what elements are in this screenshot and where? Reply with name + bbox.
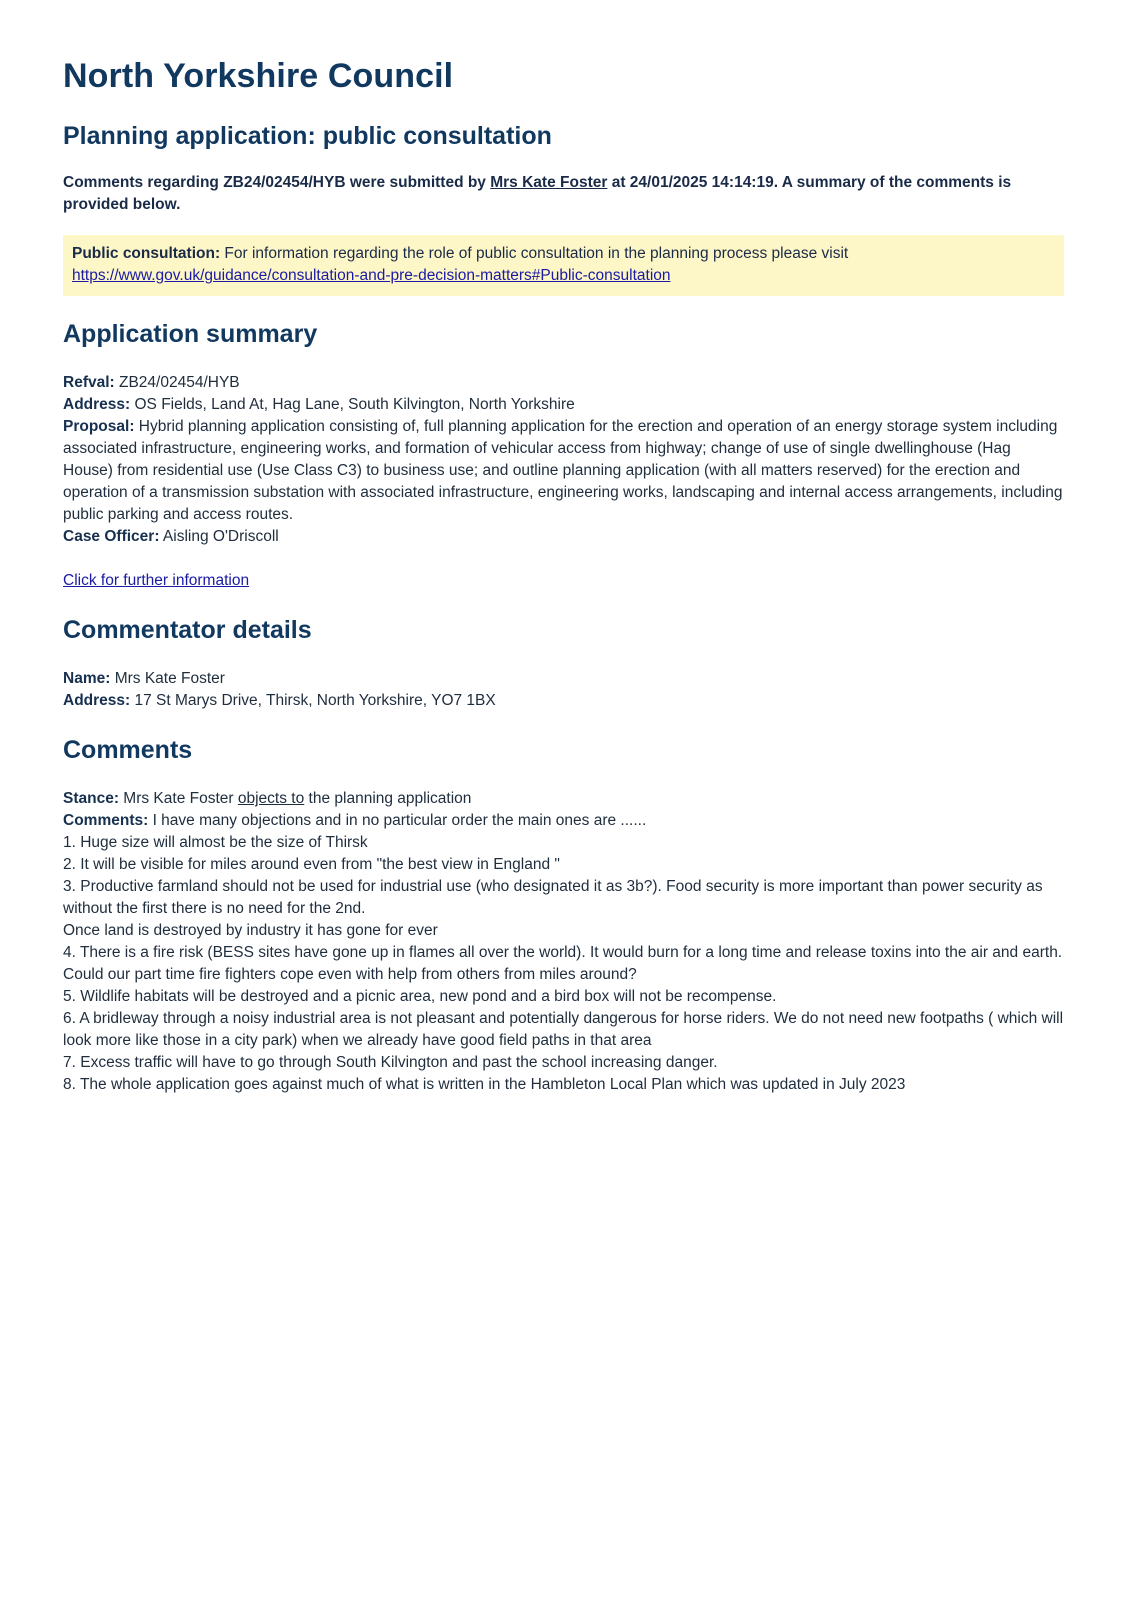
further-information-link[interactable]: Click for further information bbox=[63, 572, 250, 589]
notice-label: Public consultation: bbox=[72, 245, 221, 262]
address-label: Address: bbox=[63, 396, 131, 413]
commentator-address-value: 17 St Marys Drive, Thirsk, North Yorkshire, YO7 1BX bbox=[130, 692, 496, 709]
stance-suffix: the planning application bbox=[304, 790, 472, 807]
stance-prefix: Mrs Kate Foster bbox=[119, 790, 238, 807]
commentator-details bbox=[63, 668, 1064, 712]
refval-value: ZB24/02454/HYB bbox=[114, 374, 240, 391]
council-title: North Yorkshire Council bbox=[63, 57, 454, 95]
refval-row bbox=[63, 372, 1064, 394]
notice-text: For information regarding the role of public consultation in the planning process please visit bbox=[220, 245, 849, 262]
comment-line: 2. It will be visible for miles around even from "the best view in England " bbox=[63, 856, 560, 873]
comments-heading: Comments bbox=[63, 736, 193, 764]
public-consultation-notice bbox=[63, 235, 1064, 296]
intro-suffix: at 24/01/2025 14:14:19. A summary of the comments is provided below. bbox=[63, 174, 1012, 213]
comment-line: 8. The whole application goes against much of what is written in the Hambleton Local Plan which was updated in July 2023 bbox=[63, 1076, 906, 1093]
address-row bbox=[63, 394, 1064, 416]
comment-line: 3. Productive farmland should not be used for industrial use (who designated it as 3b?). Food security is more important than power security as without the first there is no need for the 2nd. bbox=[63, 878, 1043, 917]
commentator-address-label: Address: bbox=[63, 692, 131, 709]
comments-body bbox=[63, 788, 1064, 1096]
comment-line: 1. Huge size will almost be the size of Thirsk bbox=[63, 834, 368, 851]
name-value: Mrs Kate Foster bbox=[110, 670, 225, 687]
intro-prefix: Comments regarding ZB24/02454/HYB were submitted by bbox=[63, 174, 491, 191]
application-summary-heading: Application summary bbox=[63, 320, 318, 348]
stance-row bbox=[63, 788, 1064, 810]
case-officer-row bbox=[63, 526, 1064, 548]
commentator-heading: Commentator details bbox=[63, 616, 312, 644]
comment-line: 5. Wildlife habitats will be destroyed and a picnic area, new pond and a bird box will not be recompense. bbox=[63, 988, 777, 1005]
intro-paragraph bbox=[63, 172, 1064, 216]
comments-intro-row bbox=[63, 810, 1064, 832]
further-info-row bbox=[63, 570, 1064, 592]
page-subtitle: Planning application: public consultation bbox=[63, 122, 552, 150]
commentator-address-row bbox=[63, 690, 1064, 712]
commentator-name-row bbox=[63, 668, 1064, 690]
proposal-row bbox=[63, 416, 1064, 526]
comments-label: Comments: bbox=[63, 812, 149, 829]
refval-label: Refval: bbox=[63, 374, 115, 391]
application-summary-details bbox=[63, 372, 1064, 548]
comments-intro: I have many objections and in no particular order the main ones are ...... bbox=[148, 812, 647, 829]
case-officer-label: Case Officer: bbox=[63, 528, 160, 545]
stance-link[interactable]: objects to bbox=[237, 790, 305, 807]
name-label: Name: bbox=[63, 670, 111, 687]
comment-line: 6. A bridleway through a noisy industrial area is not pleasant and potentially dangerous for horse riders. We do not need new footpaths ( which will look more like those in a city park) when we already have good field paths in that area bbox=[63, 1010, 1064, 1049]
comment-line: Once land is destroyed by industry it has gone for ever bbox=[63, 922, 438, 939]
proposal-label: Proposal: bbox=[63, 418, 135, 435]
consultation-guidance-link[interactable]: https://www.gov.uk/guidance/consultation-and-pre-decision-matters#Public-consultation bbox=[72, 267, 671, 284]
submitter-link[interactable]: Mrs Kate Foster bbox=[490, 174, 608, 191]
case-officer-value: Aisling O'Driscoll bbox=[159, 528, 279, 545]
address-value: OS Fields, Land At, Hag Lane, South Kilvington, North Yorkshire bbox=[130, 396, 575, 413]
stance-label: Stance: bbox=[63, 790, 119, 807]
comment-line: 4. There is a fire risk (BESS sites have gone up in flames all over the world). It would burn for a long time and release toxins into the air and earth. Could our part time fire fighters cope even with help from others from miles around? bbox=[63, 944, 1063, 983]
proposal-value: Hybrid planning application consisting of, full planning application for the erection and operation of an energy storage system including associated infrastructure, engineering works, and formation of vehicular access from highway; change of use of single dwellinghouse (Hag House) from residential use (Use Class C3) to business use; and outline planning application (with all matters reserved) for the erection and operation of a transmission substation with associated infrastructure, engineering works, landscaping and internal access arrangements, including public parking and access routes. bbox=[63, 418, 1063, 523]
comment-line: 7. Excess traffic will have to go through South Kilvington and past the school increasing danger. bbox=[63, 1054, 718, 1071]
